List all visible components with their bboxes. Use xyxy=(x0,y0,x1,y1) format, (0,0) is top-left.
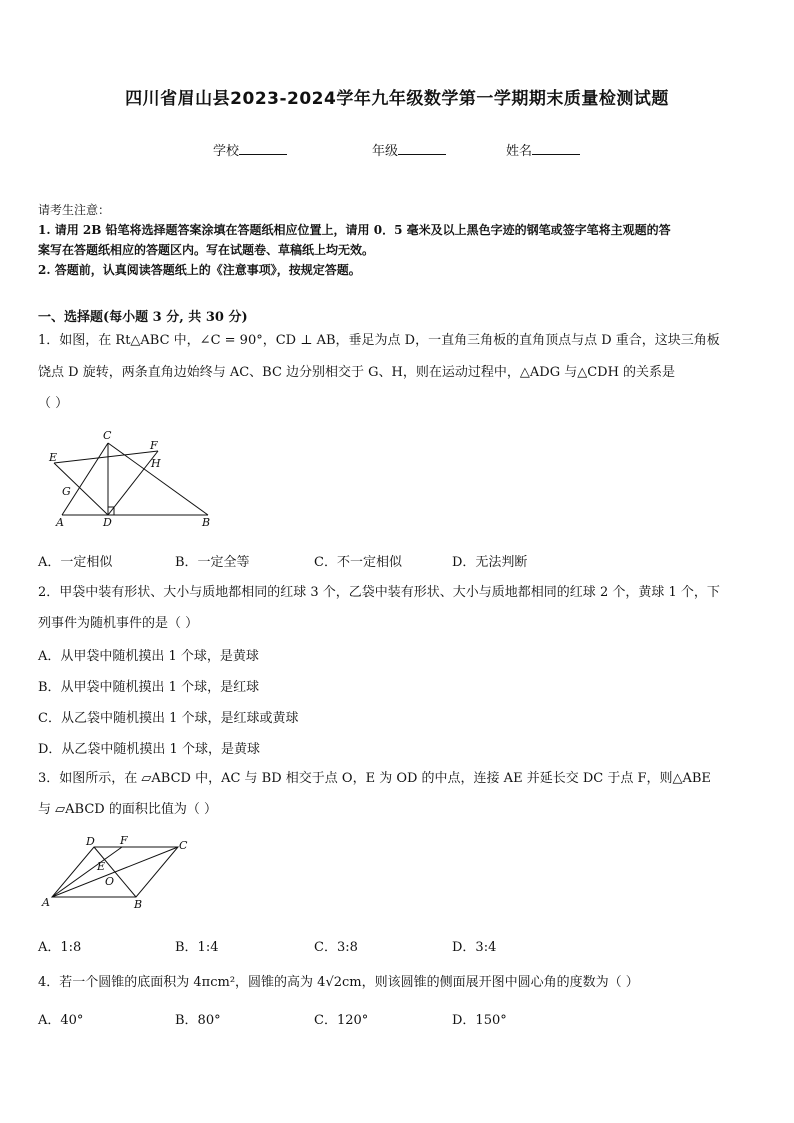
name-label: 姓名 xyxy=(506,144,533,159)
q1-seg-ac xyxy=(62,443,108,515)
q2-option-b[interactable]: B．从甲袋中随机摸出 1 个球，是红球 xyxy=(38,680,260,695)
q3-label-e: E xyxy=(97,860,106,873)
grade-label: 年级 xyxy=(372,144,399,159)
q3-label-a: A xyxy=(42,896,50,909)
q3-line-2: 与 ▱ABCD 的面积比值为（ ） xyxy=(38,802,217,817)
q3-label-f: F xyxy=(120,834,128,847)
notice-block xyxy=(38,200,758,280)
q1-line-2: 饶点 D 旋转，两条直角边始终与 AC、BC 边分别相交于 G、H，则在运动过程中，△ADG 与△CDH 的关系是 xyxy=(38,365,676,380)
q1-seg-ef xyxy=(54,451,158,463)
q3-label-o: O xyxy=(105,875,115,888)
q1-label-b: B xyxy=(202,516,211,529)
q3-option-d[interactable]: D．3:4 xyxy=(452,940,497,955)
name-field xyxy=(506,140,580,159)
q4-option-a[interactable]: A．40° xyxy=(38,1013,84,1028)
q3-option-b[interactable]: B．1:4 xyxy=(175,940,219,955)
notice-heading: 请考生注意： xyxy=(38,203,111,217)
q1-label-e: E xyxy=(49,451,58,464)
grade-blank xyxy=(398,142,446,155)
q2-option-d[interactable]: D．从乙袋中随机摸出 1 个球，是黄球 xyxy=(38,742,260,757)
q3-option-a[interactable]: A．1:8 xyxy=(38,940,82,955)
q4-option-d[interactable]: D．150° xyxy=(452,1013,507,1028)
school-blank xyxy=(239,142,287,155)
q1-label-a: A xyxy=(56,516,64,529)
q1-option-a[interactable]: A．一定相似 xyxy=(38,555,113,570)
q3-option-c[interactable]: C．3:8 xyxy=(314,940,358,955)
q1-figure xyxy=(40,425,230,530)
q1-label-f: F xyxy=(150,439,158,452)
q3-label-d: D xyxy=(86,835,95,848)
q3-label-b: B xyxy=(134,898,143,910)
q2-option-a[interactable]: A．从甲袋中随机摸出 1 个球，是黄球 xyxy=(38,649,259,664)
q1-label-d: D xyxy=(103,516,112,529)
q4-option-b[interactable]: B．80° xyxy=(175,1013,221,1028)
section-heading: 一、选择题(每小题 3 分, 共 30 分) xyxy=(38,310,248,325)
notice-item-1b: 案写在答题纸相应的答题区内。写在试题卷、草稿纸上均无效。 xyxy=(38,243,375,257)
q3-seg-af xyxy=(52,847,122,897)
name-blank xyxy=(532,142,580,155)
q4-option-c[interactable]: C．120° xyxy=(314,1013,369,1028)
school-field xyxy=(213,140,287,159)
q1-label-h: H xyxy=(151,457,161,470)
page-title: 四川省眉山县2023-2024学年九年级数学第一学期期末质量检测试题 xyxy=(125,89,669,109)
grade-field xyxy=(372,140,446,159)
q2-line-2: 列事件为随机事件的是（ ） xyxy=(38,616,199,631)
school-label: 学校 xyxy=(213,144,240,159)
q1-label-c: C xyxy=(103,429,112,442)
q1-line-1: 1．如图，在 Rt△ABC 中，∠C = 90°，CD ⊥ AB，垂足为点 D，一直角三角板的直角顶点与点 D 重合，这块三角板 xyxy=(38,333,720,348)
q3-label-c: C xyxy=(179,839,188,852)
notice-item-2: 2. 答题前，认真阅读答题纸上的《注意事项》，按规定答题。 xyxy=(38,263,361,277)
q2-line-1: 2．甲袋中装有形状、大小与质地都相同的红球 3 个，乙袋中装有形状、大小与质地都相同的红球 2 个，黄球 1 个，下 xyxy=(38,585,720,600)
q1-option-b[interactable]: B．一定全等 xyxy=(175,555,250,570)
q3-line-1: 3．如图所示，在 ▱ABCD 中，AC 与 BD 相交于点 O，E 为 OD 的中点，连接 AE 并延长交 DC 于点 F，则△ABE xyxy=(38,771,711,786)
q2-option-c[interactable]: C．从乙袋中随机摸出 1 个球，是红球或黄球 xyxy=(38,711,299,726)
q1-label-g: G xyxy=(62,485,71,498)
q1-option-c[interactable]: C．不一定相似 xyxy=(314,555,402,570)
q1-line-3: （ ） xyxy=(38,396,69,411)
q1-seg-bc xyxy=(108,443,208,515)
q4-line-1: 4．若一个圆锥的底面积为 4πcm²，圆锥的高为 4√2cm，则该圆锥的侧面展开图中圆心角的度数为（ ） xyxy=(38,975,639,990)
q3-figure xyxy=(38,832,198,910)
notice-item-1a: 1. 请用 2B 铅笔将选择题答案涂填在答题纸相应位置上，请用 0．5 毫米及以上黑色字迹的钢笔或签字笔将主观题的答 xyxy=(38,223,671,237)
q1-option-d[interactable]: D．无法判断 xyxy=(452,555,528,570)
